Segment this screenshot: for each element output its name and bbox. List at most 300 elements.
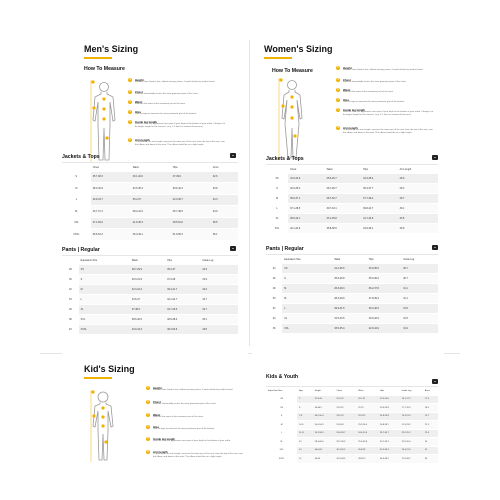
table-cell: 28.7-30.7 (325, 193, 362, 203)
kids-youth-title: Kids & Youth (266, 374, 299, 380)
table-cell: 37-38.6 (130, 304, 165, 314)
table-cell: 41.7-43.9 (361, 213, 398, 223)
womens-jackets-title: Jackets & Tops (266, 156, 304, 162)
guide-number: 3 (337, 88, 339, 91)
column-header (266, 256, 282, 263)
table-cell: 40.9-42.9 (367, 313, 401, 323)
table-cell: S (282, 273, 332, 283)
guide-desc: To determine the arm length, measure the outer part of the arm, from the top of the arm, over the elbow, and down to the wrist. The elbow should be at a slight angle. (343, 129, 433, 135)
table-cell: 34 (266, 313, 282, 323)
table-cell: M (282, 283, 332, 293)
table-row (266, 404, 438, 413)
table-row (62, 217, 238, 229)
table-cell: 30.7 (401, 273, 438, 283)
mens-jackets-title: Jackets & Tops (62, 154, 100, 160)
table-cell: XXL (266, 223, 288, 233)
table-cell: 40 (62, 324, 79, 334)
table-cell: 25.6-26.8 (332, 273, 366, 283)
table-cell: 36.2-37.8 (367, 283, 401, 293)
table-cell: 21-22 (356, 404, 378, 413)
guide-title: Hips (343, 98, 350, 102)
table-row (266, 273, 438, 283)
table-cell: 31.9 (200, 274, 238, 284)
section-rule (266, 386, 438, 387)
column-header: Arm length (399, 167, 412, 171)
table-cell: 45.7-48.5 (171, 206, 211, 218)
table-row (62, 229, 238, 241)
table-cell: 41.3-44 (313, 395, 335, 404)
table-cell: 38.3-40.9 (91, 183, 131, 195)
table-cell: 33.1 (200, 314, 238, 324)
table-cell: 39.4-41.7 (165, 284, 200, 294)
table-cell: 35.0-36.2 (367, 273, 401, 283)
womens-jackets-table (266, 166, 438, 233)
guide-desc: Measure from head to toe, without wearing shoes. It works better by another hand. (135, 81, 215, 84)
guide-title: Hips (153, 425, 160, 429)
table-cell: 30.1-32.6 (131, 171, 171, 183)
table-cell: 31.5 (401, 313, 438, 323)
table-cell: 54.3-58.3 (313, 429, 335, 438)
table-cell: 42.1-44.7 (165, 294, 200, 304)
guide-desc: Measure the waist at the narrowest part of the torso. (343, 91, 394, 94)
table-cell: 46.5-50.4 (313, 412, 335, 421)
table-cell: 38 (62, 314, 79, 324)
guide-title: Inside leg length (135, 120, 158, 124)
column-header: Chest (290, 167, 297, 171)
table-cell: 30.7 (401, 263, 438, 273)
table-row (62, 304, 238, 314)
table-cell: 32 (62, 284, 79, 294)
womens-pants-table (266, 256, 438, 333)
womens-pants-title: Pants | Regular (266, 246, 304, 252)
column-header: Hips (363, 167, 368, 171)
table-row (266, 223, 438, 233)
table-cell: 29.3 (398, 183, 438, 193)
table-cell: 24 (266, 263, 282, 273)
womens-pants-toggle[interactable] (432, 245, 438, 250)
table-cell: 39.8-41.7 (361, 203, 398, 213)
table-cell: 33.1-35.8 (325, 213, 362, 223)
table-cell: M (266, 421, 297, 430)
table-cell: 47.1-50.6 (91, 217, 131, 229)
guide-number: 1 (129, 78, 131, 81)
table-row (62, 206, 238, 218)
table-cell: 11-12 (297, 429, 313, 438)
table-cell: 26.8-28.7 (335, 429, 357, 438)
table-row (266, 203, 438, 213)
kids-youth-panel (252, 356, 444, 496)
table-cell: XL (266, 438, 297, 447)
table-row (266, 193, 438, 203)
table-row (62, 274, 238, 284)
table-cell: 30 (62, 274, 79, 284)
guide-number: 5 (147, 437, 149, 440)
table-cell: 24.8-26.8 (378, 412, 400, 421)
table-cell: 28.7-30.7 (378, 429, 400, 438)
table-cell: 30 (266, 293, 282, 303)
guide-desc: To determine the arm length, measure the outer part of the arm, from the top of the arm, over the elbow, and down to the wrist. The elbow should be at a slight angle. (135, 141, 225, 147)
table-row (266, 429, 438, 438)
guide-title: Chest (153, 400, 161, 404)
table-cell: 32.7 (200, 294, 238, 304)
column-header (266, 166, 288, 173)
mens-pants-toggle[interactable] (230, 246, 236, 251)
table-cell: 16.1-17.7 (400, 395, 423, 404)
guide-title: Waist (153, 413, 161, 417)
guide-number: 5 (129, 120, 131, 123)
table-cell: 30.9 (398, 223, 438, 233)
table-cell: L (62, 194, 91, 206)
guide-title: Arm length (343, 126, 358, 130)
table-cell: 14 (297, 446, 313, 455)
guide-number: 3 (147, 413, 149, 416)
guide-desc: Measure from the uppermost inner part of your thigh to the bottom of your ankle. (153, 440, 231, 443)
guide-title: Inside leg length (343, 108, 366, 112)
table-row (62, 171, 238, 183)
table-row (266, 293, 438, 303)
table-cell: 37.8-39.4 (367, 293, 401, 303)
table-cell: XXL (282, 323, 332, 333)
table-cell: 48.5-51.6 (171, 217, 211, 229)
guide-title: Height (153, 386, 162, 390)
table-cell: 5 (297, 395, 313, 404)
table-cell: 37.4-39 (165, 274, 200, 284)
table-cell: S (266, 183, 288, 193)
table-cell: 19.7 (423, 412, 438, 421)
guide-desc: Use the tape to measure the most prominent part of the bottom. (153, 428, 215, 431)
guide-number: 2 (147, 400, 149, 403)
table-cell: 18.3 (423, 404, 438, 413)
table-cell: 46.5-48.4 (165, 314, 200, 324)
guide-title: Height (135, 78, 144, 82)
table-cell: 28.9 (398, 173, 438, 183)
table-cell: 26.7-28.7 (325, 183, 362, 193)
table-row (266, 446, 438, 455)
column-header (62, 257, 79, 264)
table-cell: 38.6-40.6 (130, 314, 165, 324)
table-cell: 32.6 (211, 171, 238, 183)
table-cell: 48.4-50.6 (165, 324, 200, 334)
column-header: Equivalent Size (268, 390, 283, 393)
womens-sizing-panel (252, 28, 444, 356)
table-cell: M (266, 193, 288, 203)
table-cell: XXL (62, 217, 91, 229)
mens-pants-table (62, 257, 238, 334)
column-header: Inside Leg (403, 257, 415, 261)
guide-title: Inside leg length (153, 437, 176, 441)
table-cell: 36 (62, 304, 79, 314)
guide-title: Waist (135, 100, 143, 104)
column-header: Hips (368, 257, 374, 261)
table-cell: 32.3 (200, 284, 238, 294)
table-cell: 33.9-35.0 (367, 263, 401, 273)
table-cell: 34.6-37 (130, 294, 165, 304)
table-cell: 42.1-44.9 (288, 223, 325, 233)
column-header: Waist (326, 167, 333, 171)
kids-youth-rows (266, 395, 438, 463)
table-cell: 17.3 (423, 395, 438, 404)
table-cell: 19.3-21.3 (400, 412, 423, 421)
table-cell: 28.3-29.9 (332, 293, 366, 303)
table-cell: XS (266, 173, 288, 183)
table-cell: 32.9-35.0 (288, 183, 325, 193)
table-row (266, 283, 438, 293)
table-row (62, 314, 238, 324)
table-cell: 15 (297, 455, 313, 464)
table-cell: XXL (266, 446, 297, 455)
table-row (266, 412, 438, 421)
guide-desc: Measure the waist at the narrowest part of the torso. (135, 103, 186, 106)
table-cell: 24.4-25.6 (356, 429, 378, 438)
table-cell: 31.5-33.5 (332, 313, 366, 323)
table-cell: S (79, 274, 130, 284)
table-cell: 26.8-28.7 (378, 421, 400, 430)
table-cell: 9-10 (297, 421, 313, 430)
column-header: Equivalent Size (80, 258, 98, 262)
kids-body-figure (90, 390, 116, 464)
table-cell: 7-8 (297, 412, 313, 421)
table-cell: 23.2-25.2 (400, 429, 423, 438)
table-cell: 35.8-38.6 (325, 223, 362, 233)
table-cell: 34.3-35.4 (361, 173, 398, 183)
table-cell: 26.4-27.6 (400, 446, 423, 455)
table-cell: 30.7-33.1 (325, 203, 362, 213)
table-cell: 42.9-44.9 (367, 323, 401, 333)
column-header: Waist (131, 258, 138, 262)
table-cell: 32.7 (200, 304, 238, 314)
womens-jackets-toggle[interactable] (432, 155, 438, 160)
table-cell: M (62, 183, 91, 195)
section-rule (266, 254, 438, 255)
table-cell: 60.6-63 (313, 446, 335, 455)
mens-body-figure (90, 80, 118, 164)
table-cell: XXXL (62, 229, 91, 241)
mens-pants-title: Pants | Regular (62, 247, 100, 253)
mens-title: Men's Sizing (84, 44, 139, 54)
table-cell: 24 (423, 438, 438, 447)
mens-sizing-panel (62, 28, 248, 356)
table-cell: 45.3-49.1 (131, 229, 171, 241)
table-cell: 26 (423, 455, 438, 464)
table-row (266, 313, 438, 323)
mens-guide (128, 78, 228, 168)
table-cell: 29.9-31.5 (332, 303, 366, 313)
table-row (62, 284, 238, 294)
table-cell: 39.4-40.9 (367, 303, 401, 313)
table-cell: 13 (297, 438, 313, 447)
mens-title-underline (84, 57, 112, 59)
table-cell: XS (266, 404, 297, 413)
table-cell: XXXL (79, 324, 130, 334)
column-header: Arms (212, 165, 219, 169)
table-cell: 32.3-34.3 (335, 455, 357, 464)
table-cell: S (62, 171, 91, 183)
table-cell: 30.3-32.3 (335, 446, 357, 455)
column-header: Height (314, 390, 321, 393)
column-header: Hips (167, 258, 172, 262)
table-cell: 35.4-37. (131, 194, 171, 206)
table-cell: 29.7 (398, 193, 438, 203)
table-cell: XL (282, 313, 332, 323)
table-cell: 35.0-37.1 (288, 193, 325, 203)
table-row (62, 324, 238, 334)
table-cell: 23.6-24.8 (378, 404, 400, 413)
table-cell: XXL (79, 314, 130, 324)
table-row (62, 294, 238, 304)
section-rule (62, 162, 238, 163)
table-cell: 21.3 (423, 421, 438, 430)
table-cell: 25.6-26.7 (325, 173, 362, 183)
guide-number: 1 (337, 66, 339, 69)
column-header: Inside Leg (401, 390, 412, 393)
column-header: Hips (380, 390, 385, 393)
column-header: Waist (132, 165, 139, 169)
table-row (266, 395, 438, 404)
guide-desc: Measure horizontally across the most prominent part of the chest. (135, 93, 199, 96)
table-cell: 28.7-30.3 (335, 438, 357, 447)
table-cell: 36 (266, 323, 282, 333)
table-cell: S (266, 412, 297, 421)
guide-desc: Measure horizontally across the most prominent part of the chest. (153, 403, 217, 406)
table-row (266, 263, 438, 273)
guide-number: 4 (147, 425, 149, 428)
guide-number: 4 (129, 110, 131, 113)
kids-youth-table (266, 388, 438, 463)
table-cell: 22-23.2 (356, 412, 378, 421)
table-cell: L (266, 429, 297, 438)
table-cell: 30.7-32.3 (378, 438, 400, 447)
table-cell: 37-39.6 (171, 171, 211, 183)
table-cell: 28 (266, 283, 282, 293)
column-header (62, 164, 91, 171)
table-cell: 43.9-46.1 (361, 223, 398, 233)
table-cell: 25.2-26.4 (400, 438, 423, 447)
guide-title: Chest (343, 78, 351, 82)
table-cell: 26.8-28.3 (332, 283, 366, 293)
guide-number: 4 (337, 98, 339, 101)
kids-guide (146, 386, 246, 496)
section-rule (62, 255, 238, 256)
table-cell: 40.9-43.3 (130, 324, 165, 334)
table-cell: XL (79, 304, 130, 314)
table-cell: 32.3-34.3 (130, 284, 165, 294)
guide-title: Arm length (135, 138, 150, 142)
table-cell: 34.9 (211, 206, 238, 218)
table-cell: 28 (62, 264, 79, 274)
table-cell: 31.9 (401, 323, 438, 333)
table-cell: XL (266, 213, 288, 223)
guide-number: 2 (337, 78, 339, 81)
table-cell: 50.4-54.3 (313, 421, 335, 430)
column-header: Age (299, 390, 303, 393)
table-row (266, 455, 438, 464)
table-row (266, 183, 438, 193)
table-cell: XS (282, 263, 332, 273)
table-cell: 26.8-28 (356, 446, 378, 455)
guide-desc: Measure horizontally across the most prominent part of the chest. (343, 81, 407, 84)
table-cell: 39.6-42.3 (171, 183, 211, 195)
guide-number: 2 (129, 90, 131, 93)
table-row (266, 213, 438, 223)
table-cell: 39.5-42.1 (288, 213, 325, 223)
womens-body-figure (278, 78, 306, 162)
table-cell: 6 (297, 404, 313, 413)
table-cell: 17.7-19.3 (400, 404, 423, 413)
guide-desc: Measure from the uppermost inner part of your thigh to the bottom of your ankle. Change it to be longer length for the trousers. (e.g. 1.5 inch for smarter-fit trousers) (343, 111, 434, 117)
guide-number: 3 (129, 100, 131, 103)
column-header: Arms (424, 390, 430, 393)
table-cell: 63-65 (313, 455, 335, 464)
guide-title: Arm length (153, 450, 168, 454)
womens-title: Women's Sizing (264, 44, 333, 54)
table-cell: 33.8 (211, 183, 238, 195)
table-row (62, 183, 238, 195)
table-cell: 31.1 (401, 293, 438, 303)
table-cell: 30.5 (398, 213, 438, 223)
mens-jackets-table (62, 164, 238, 240)
table-row (266, 421, 438, 430)
guide-number: 6 (337, 126, 339, 129)
table-cell: 35.4-37 (165, 264, 200, 274)
table-cell: 37.7-39.4 (361, 193, 398, 203)
womens-title-underline (264, 57, 292, 59)
table-cell: L (266, 203, 288, 213)
table-cell: 35.7-38.3 (91, 171, 131, 183)
table-cell: 31.5-32.9 (288, 173, 325, 183)
table-cell: 31.9 (200, 264, 238, 274)
table-cell: 50.6-54.3 (91, 229, 131, 241)
table-cell: 20.1-21 (356, 395, 378, 404)
guide-desc: To determine the arm length, measure the outer part of the arm, from the top of the arm, over the elbow, and down to the wrist. The elbow should be at a slight angle. (153, 453, 243, 459)
womens-guide (336, 66, 436, 156)
table-cell: 26 (266, 273, 282, 283)
table-cell: 25-26.8 (335, 421, 357, 430)
table-cell: 23.2-25 (335, 412, 357, 421)
table-cell: 22.4-23.6 (378, 395, 400, 404)
table-cell: 44-46.5 (313, 404, 335, 413)
table-cell: 37.1-39.5 (288, 203, 325, 213)
table-cell: 24.4-25.6 (332, 263, 366, 273)
guide-number: 1 (147, 386, 149, 389)
guide-number: 6 (147, 450, 149, 453)
table-cell: 33.5 (200, 324, 238, 334)
guide-title: Hips (135, 110, 142, 114)
table-cell: 58.3-60.6 (313, 438, 335, 447)
guide-title: Chest (135, 90, 143, 94)
table-cell: 25 (423, 446, 438, 455)
mens-measure-title: How To Measure (84, 66, 125, 72)
table-row (266, 438, 438, 447)
table-cell: 34 (62, 294, 79, 304)
guide-number: 6 (129, 138, 131, 141)
table-row (266, 303, 438, 313)
table-cell: 43.7-47.1 (91, 206, 131, 218)
guide-desc: Measure from head to toe, without wearing shoes. It works better by another hand. (343, 69, 423, 72)
table-cell: M (282, 293, 332, 303)
table-cell: XS (266, 395, 297, 404)
column-header: Inside Leg (202, 258, 214, 262)
table-cell: 28.7-29.9 (130, 264, 165, 274)
kids-youth-toggle[interactable] (432, 379, 438, 384)
table-cell: L (79, 294, 130, 304)
table-cell: 31.1 (401, 283, 438, 293)
guide-title: Waist (343, 88, 351, 92)
mens-jackets-toggle[interactable] (230, 153, 236, 158)
table-cell: 36.1 (211, 229, 238, 241)
table-cell: 22-23.2 (335, 404, 357, 413)
table-cell: 35.4-37.7 (361, 183, 398, 193)
table-cell: 28-29.5 (356, 455, 378, 464)
